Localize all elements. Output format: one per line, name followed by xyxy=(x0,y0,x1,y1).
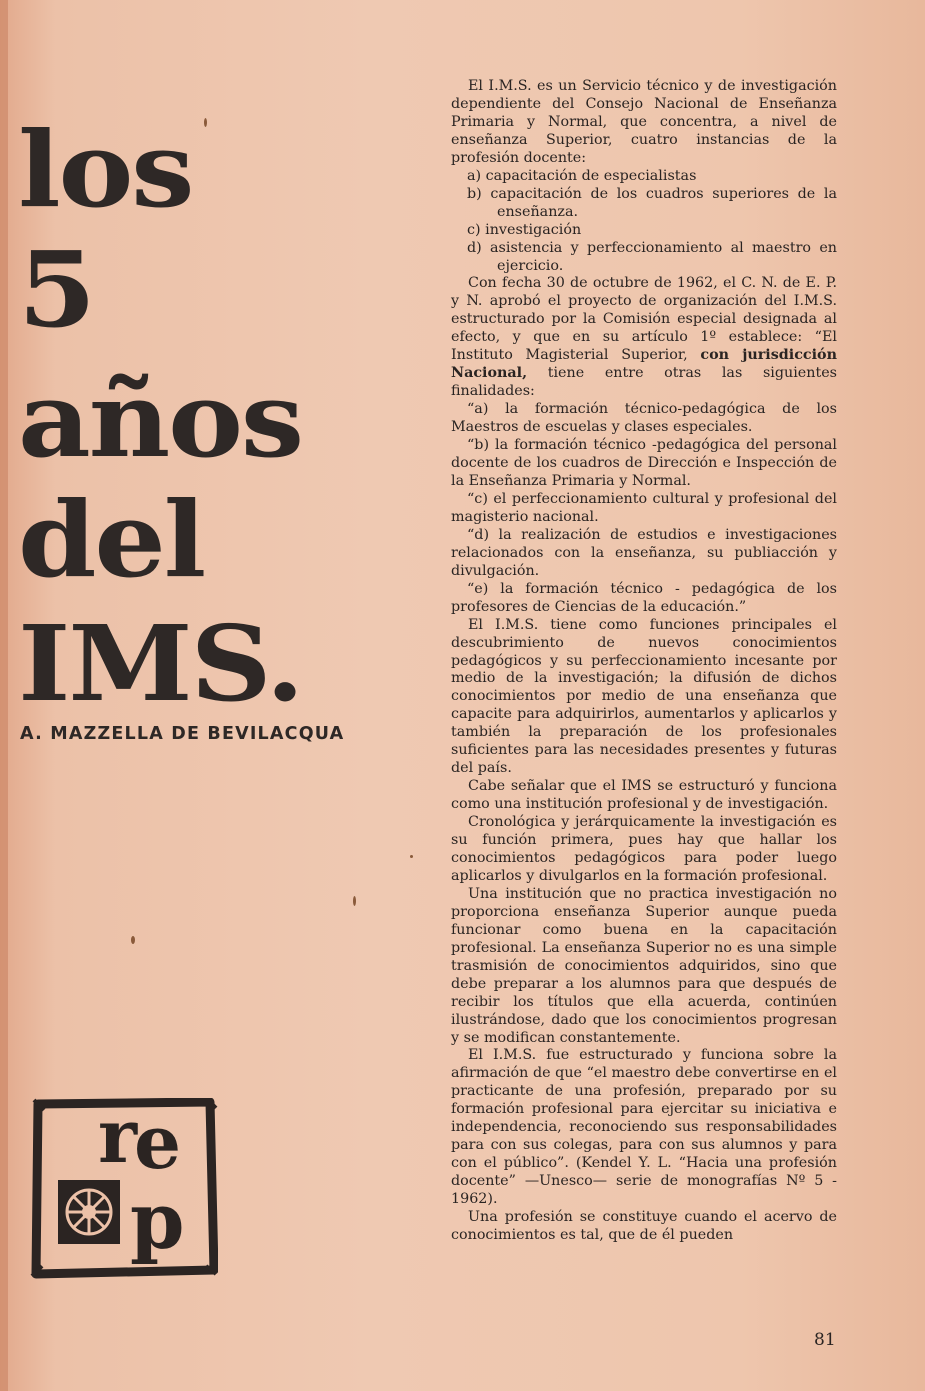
wheel-emblem-icon xyxy=(58,1180,120,1244)
paper-speck xyxy=(131,936,135,944)
paragraph: Una institución que no practica investigación no proporciona enseñanza Superior aunque pueda funcionar como buena en la capacitación profesional. La enseñanza Superior no es una simple trasmisión de conocimientos adquiridos, sino que debe preparar a los alumnos para que después de recibir los títulos que ella acuerda, continúen ilustrándose, dado que los conocimientos progresan y se modifican constantemente. xyxy=(451,885,837,1046)
title-line-anos: años xyxy=(18,358,302,481)
paper-speck xyxy=(410,855,413,858)
paragraph: El I.M.S. tiene como funciones principales el descubrimiento de nuevos conocimientos pedagógicos y su perfeccionamiento incesante por medio de la investigación; la difusión de dichos conocimientos por medio de una enseñanza que capacite para adquirirlos, aumentarlos y aplicarlos y también la preparación de los profesionales suficientes para las necesidades presentes y futuras del país. xyxy=(451,616,837,777)
article-body xyxy=(451,78,837,1245)
paragraph: Con fecha 30 de octubre de 1962, el C. N. de E. P. y N. aprobó el proyecto de organización del I.M.S. estructurado por la Comisión especial designada al efecto, y que en su artículo 1º establece: “El Instituto Magisterial Superior, con jurisdicción Nacional, tiene entre otras las siguientes finalidades: xyxy=(451,275,837,400)
svg-text:e: e xyxy=(134,1100,182,1186)
paper-speck xyxy=(204,118,207,127)
paragraph: El I.M.S. fue estructurado y funciona sobre la afirmación de que “el maestro debe convertirse en el practicante de una profesión, preparado por su formación profesional para ejercitar su iniciativa e independencia, reconociendo sus responsabilidades para con sus colegas, para con sus alumnos y para con el público”. (Kendel Y. L. “Hacia una profesión docente” —Unesco— serie de monografías Nº 5 - 1962). xyxy=(451,1047,837,1208)
quote-item: “a) la formación técnico-pedagógica de los Maestros de escuelas y clases especiales. xyxy=(451,401,837,436)
quote-item: “e) la formación técnico - pedagógica de los profesores de Ciencias de la educación.” xyxy=(451,580,837,615)
quote-item: “b) la formación técnico -pedagógica del personal docente de los cuadros de Dirección e Inspección de la Enseñanza Primaria y Normal. xyxy=(451,437,837,489)
bold-phrase: con jurisdicción Nacional, xyxy=(451,347,837,382)
title-line-del: del xyxy=(18,478,205,601)
paragraph: Cronológica y jerárquicamente la investigación es su función primera, pues hay que hallar los conocimientos pedagógicos para poder luego aplicarlos y divulgarlos en la formación profesional. xyxy=(451,814,837,884)
quote-item: “c) el perfeccionamiento cultural y profesional del magisterio nacional. xyxy=(451,490,837,525)
list-item: c) investigación xyxy=(467,221,582,238)
logo-lettering: r xyxy=(98,1098,137,1180)
paragraph: Una profesión se constituye cuando el acervo de conocimientos es tal, que de él pueden xyxy=(451,1209,837,1243)
page-edge xyxy=(0,0,8,1391)
author-byline: A. MAZZELLA DE BEVILACQUA xyxy=(20,724,345,744)
paragraph: Cabe señalar que el IMS se estructuró y funciona como una institución profesional y de investigación. xyxy=(451,778,837,813)
rep-logo xyxy=(30,1098,218,1280)
title-line-los: los xyxy=(18,108,193,231)
list-item: d) asistencia y perfeccionamiento al maestro en ejercicio. xyxy=(467,239,837,274)
paper-speck xyxy=(353,896,356,906)
list-item: b) capacitación de los cuadros superiores de la enseñanza. xyxy=(467,185,837,220)
paragraph: El I.M.S. es un Servicio técnico y de investigación dependiente del Consejo Nacional de Enseñanza Primaria y Normal, que concentra, a nivel de enseñanza Superior, cuatro instancias de la profesión docente: xyxy=(451,78,837,166)
svg-text:p: p xyxy=(130,1176,185,1267)
list-item: a) capacitación de especialistas xyxy=(467,167,697,184)
title-line-ims: IMS. xyxy=(18,602,303,725)
page-number: 81 xyxy=(814,1330,836,1350)
title-line-5: 5 xyxy=(18,228,95,351)
quote-item: “d) la realización de estudios e investigaciones relacionados con la enseñanza, su publiacción y divulgación. xyxy=(451,526,837,579)
